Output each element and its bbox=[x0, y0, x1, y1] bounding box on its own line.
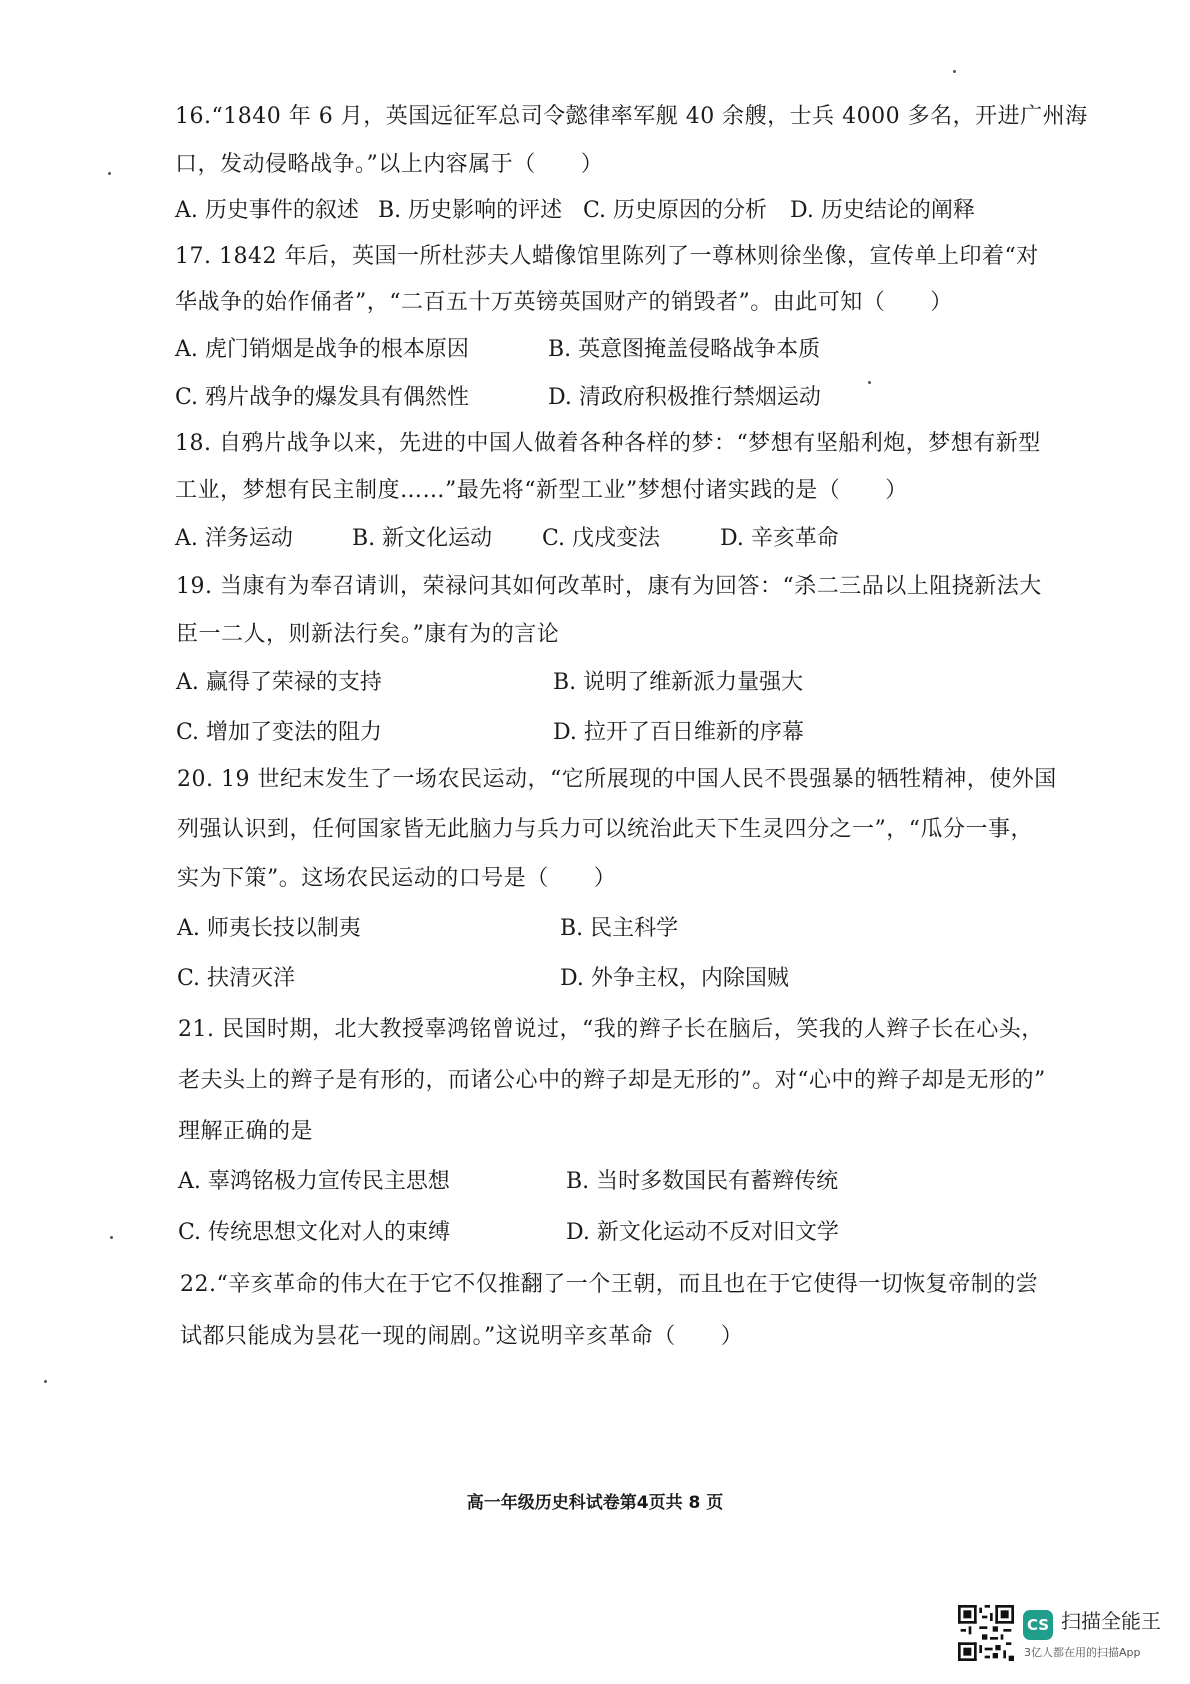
scan-speck bbox=[953, 70, 956, 73]
q20-option-a: A. 师夷长技以制夷 bbox=[177, 916, 361, 941]
q19-option-d: D. 拉开了百日维新的序幕 bbox=[553, 720, 804, 745]
q16-option-d: D. 历史结论的阐释 bbox=[790, 198, 975, 223]
q17-line1: 17. 1842 年后，英国一所杜莎夫人蜡像馆里陈列了一尊林则徐坐像，宣传单上印着“对 bbox=[175, 244, 1039, 269]
q17-option-c: C. 鸦片战争的爆发具有偶然性 bbox=[175, 385, 470, 410]
q21-option-d: D. 新文化运动不反对旧文学 bbox=[566, 1220, 839, 1245]
page-footer: 高一年级历史科试卷第4页共 8 页 bbox=[466, 1493, 724, 1513]
q19-option-c: C. 增加了变法的阻力 bbox=[176, 720, 383, 745]
q18-option-c: C. 戊戌变法 bbox=[542, 526, 661, 551]
q18-line1: 18. 自鸦片战争以来，先进的中国人做着各种各样的梦：“梦想有坚船利炮，梦想有新型 bbox=[175, 431, 1041, 456]
q18-option-d: D. 辛亥革命 bbox=[720, 526, 839, 551]
camscanner-subtitle: 3亿人都在用的扫描App bbox=[1024, 1646, 1141, 1659]
scan-speck bbox=[108, 172, 111, 175]
q20-option-c: C. 扶清灭洋 bbox=[177, 966, 296, 991]
q16-option-c: C. 历史原因的分析 bbox=[583, 198, 768, 223]
q17-option-a: A. 虎门销烟是战争的根本原因 bbox=[175, 337, 469, 362]
q16-option-b: B. 历史影响的评述 bbox=[378, 198, 563, 223]
q16-line2: 口，发动侵略战争。”以上内容属于（ ） bbox=[175, 152, 604, 177]
q19-option-a: A. 赢得了荣禄的支持 bbox=[176, 670, 382, 695]
q21-option-a: A. 辜鸿铭极力宣传民主思想 bbox=[178, 1169, 450, 1194]
q17-option-d: D. 清政府积极推行禁烟运动 bbox=[548, 385, 821, 410]
q18-option-b: B. 新文化运动 bbox=[352, 526, 493, 551]
q16-line1: 16.“1840 年 6 月，英国远征军总司令懿律率军舰 40 余艘，士兵 4000 多名，开进广州海 bbox=[175, 104, 1088, 129]
q17-line2: 华战争的始作俑者”，“二百五十万英镑英国财产的销毁者”。由此可知（ ） bbox=[175, 290, 953, 315]
q18-line2: 工业，梦想有民主制度……”最先将“新型工业”梦想付诸实践的是（ ） bbox=[175, 478, 908, 503]
q21-line3: 理解正确的是 bbox=[178, 1119, 314, 1144]
q18-option-a: A. 洋务运动 bbox=[175, 526, 293, 551]
q22-line2: 试都只能成为昙花一现的闹剧。”这说明辛亥革命（ ） bbox=[180, 1324, 744, 1349]
scan-speck bbox=[110, 1236, 113, 1239]
q20-option-b: B. 民主科学 bbox=[560, 916, 679, 941]
q21-line2: 老夫头上的辫子是有形的，而诸公心中的辫子却是无形的”。对“心中的辫子却是无形的” bbox=[178, 1068, 1046, 1093]
q22-line1: 22.“辛亥革命的伟大在于它不仅推翻了一个王朝，而且也在于它使得一切恢复帝制的尝 bbox=[180, 1272, 1039, 1297]
camscanner-logo-icon: CS bbox=[1023, 1610, 1053, 1640]
q21-line1: 21. 民国时期，北大教授辜鸿铭曾说过，“我的辫子长在脑后，笑我的人辫子长在心头， bbox=[178, 1017, 1044, 1042]
scan-speck bbox=[44, 1380, 47, 1383]
qr-code-icon bbox=[958, 1605, 1014, 1661]
q20-line2: 列强认识到，任何国家皆无此脑力与兵力可以统治此天下生灵四分之一”，“瓜分一事， bbox=[177, 817, 1033, 842]
q19-line1: 19. 当康有为奉召请训，荣禄问其如何改革时，康有为回答：“杀二三品以上阻挠新法大 bbox=[176, 574, 1042, 599]
q20-line1: 20. 19 世纪末发生了一场农民运动，“它所展现的中国人民不畏强暴的牺牲精神，使外国 bbox=[177, 767, 1057, 792]
scan-speck bbox=[868, 381, 871, 384]
q16-option-a: A. 历史事件的叙述 bbox=[175, 198, 359, 223]
q19-line2: 臣一二人，则新法行矣。”康有为的言论 bbox=[176, 622, 560, 647]
q20-line3: 实为下策”。这场农民运动的口号是（ ） bbox=[177, 866, 617, 891]
q21-option-b: B. 当时多数国民有蓄辫传统 bbox=[566, 1169, 839, 1194]
q17-option-b: B. 英意图掩盖侵略战争本质 bbox=[548, 337, 821, 362]
camscanner-title: 扫描全能王 bbox=[1061, 1609, 1161, 1633]
q20-option-d: D. 外争主权，内除国贼 bbox=[560, 966, 789, 991]
q19-option-b: B. 说明了维新派力量强大 bbox=[553, 670, 804, 695]
q21-option-c: C. 传统思想文化对人的束缚 bbox=[178, 1220, 451, 1245]
